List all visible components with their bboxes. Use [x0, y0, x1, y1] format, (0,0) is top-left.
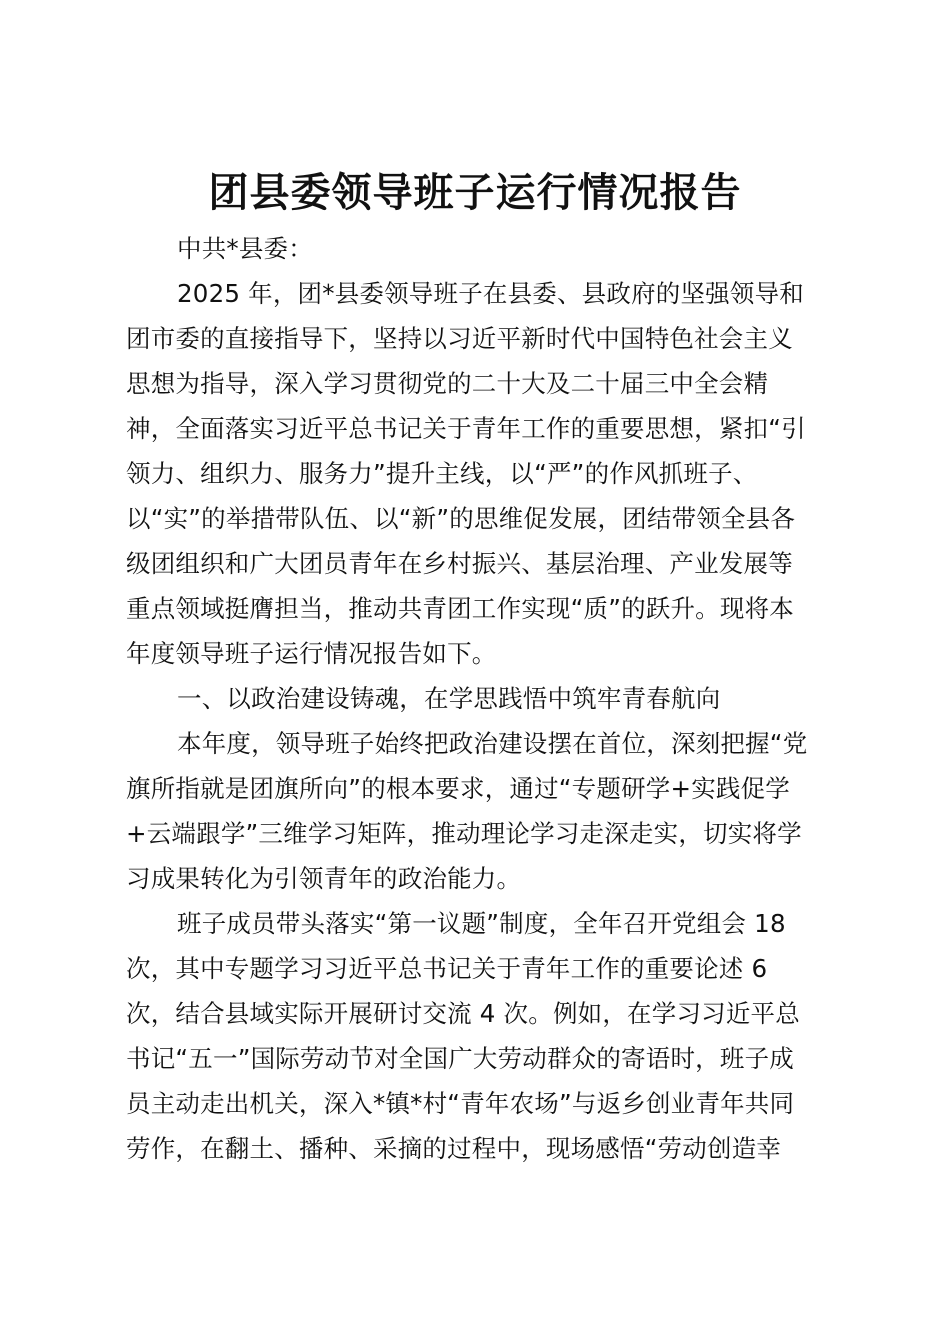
paragraph-line: 习成果转化为引领青年的政治能力。	[126, 864, 522, 893]
salutation: 中共*县委：	[177, 234, 313, 263]
paragraph-line: 重点领域挺膺担当，推动共青团工作实现“质”的跃升。现将本	[126, 594, 794, 623]
paragraph-line: 团市委的直接指导下，坚持以习近平新时代中国特色社会主义	[126, 324, 793, 353]
paragraph-line: 次，结合县域实际开展研讨交流 4 次。例如，在学习习近平总	[126, 999, 800, 1028]
paragraph-line: 书记“五一”国际劳动节对全国广大劳动群众的寄语时，班子成	[126, 1044, 794, 1073]
paragraph-line: 级团组织和广大团员青年在乡村振兴、基层治理、产业发展等	[126, 549, 793, 578]
document-body	[126, 226, 836, 1171]
paragraph-intro	[126, 271, 836, 676]
section-heading: 一、以政治建设铸魂，在学思践悟中筑牢青春航向	[177, 684, 721, 713]
paragraph-line: 本年度，领导班子始终把政治建设摆在首位，深刻把握“党	[177, 729, 808, 758]
paragraph-line: 2025 年，团*县委领导班子在县委、县政府的坚强领导和	[177, 279, 804, 308]
paragraph-line: 班子成员带头落实“第一议题”制度，全年召开党组会 18	[177, 909, 786, 938]
paragraph-line: 年度领导班子运行情况报告如下。	[126, 639, 497, 668]
paragraph-line: +云端跟学”三维学习矩阵，推动理论学习走深走实，切实将学	[126, 819, 802, 848]
paragraph-line: 以“实”的举措带队伍、以“新”的思维促发展，团结带领全县各	[126, 504, 796, 533]
paragraph-first-topic	[126, 901, 836, 1171]
paragraph-line: 次，其中专题学习习近平总书记关于青年工作的重要论述 6	[126, 954, 768, 983]
paragraph-line: 劳作，在翻土、播种、采摘的过程中，现场感悟“劳动创造幸	[126, 1134, 782, 1163]
paragraph-line: 思想为指导，深入学习贯彻党的二十大及二十届三中全会精	[126, 369, 769, 398]
paragraph-political-building	[126, 721, 836, 901]
paragraph-line: 领力、组织力、服务力”提升主线，以“严”的作风抓班子、	[126, 459, 758, 488]
paragraph-line: 旗所指就是团旗所向”的根本要求，通过“专题研学+实践促学	[126, 774, 791, 803]
paragraph-line: 神，全面落实习近平总书记关于青年工作的重要思想，紧扣“引	[126, 414, 806, 443]
paragraph-line: 员主动走出机关，深入*镇*村“青年农场”与返乡创业青年共同	[126, 1089, 795, 1118]
document-title: 团县委领导班子运行情况报告	[208, 169, 742, 216]
